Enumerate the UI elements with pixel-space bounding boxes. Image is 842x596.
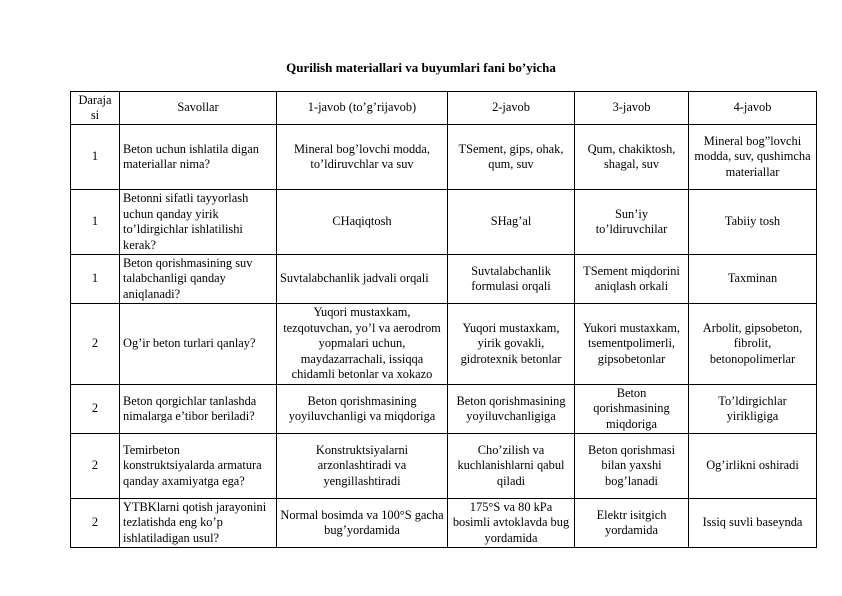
level-cell: 1 xyxy=(71,255,120,304)
answer-3-cell: Beton qorishmasining miqdoriga xyxy=(575,385,689,434)
answer-3-cell: Qum, chakiktosh, shagal, suv xyxy=(575,125,689,190)
answer-3-cell: Sun’iy to’ldiruvchilar xyxy=(575,190,689,255)
table-row xyxy=(71,434,817,499)
answer-1-cell: Normal bosimda va 100°S gacha bug’yordamida xyxy=(277,499,448,548)
table-row xyxy=(71,385,817,434)
table-header-row xyxy=(71,92,817,125)
answer-2-cell: Cho’zilish va kuchlanishlarni qabul qiladi xyxy=(448,434,575,499)
answer-2-cell: TSement, gips, ohak, qum, suv xyxy=(448,125,575,190)
answer-1-cell: Beton qorishmasining yoyiluvchanligi va miqdoriga xyxy=(277,385,448,434)
answer-3-cell: Beton qorishmasi bilan yaxshi bog’lanadi xyxy=(575,434,689,499)
document-title: Qurilish materiallari va buyumlari fani bo’yicha xyxy=(286,60,556,75)
level-cell: 2 xyxy=(71,499,120,548)
answer-1-cell: CHaqiqtosh xyxy=(277,190,448,255)
answer-2-cell: SHag’al xyxy=(448,190,575,255)
question-cell: Beton qorgichlar tanlashda nimalarga e’tibor beriladi? xyxy=(120,385,277,434)
answer-4-cell: Issiq suvli baseynda xyxy=(689,499,817,548)
header-answer-3: 3-javob xyxy=(575,92,689,125)
table-row xyxy=(71,304,817,385)
answer-1-cell: Suvtalabchanlik jadvali orqali xyxy=(277,255,448,304)
answer-2-cell: Yuqori mustaxkam, yirik govakli, gidrotexnik betonlar xyxy=(448,304,575,385)
question-cell: Beton qorishmasining suv talabchanligi qanday aniqlanadi? xyxy=(120,255,277,304)
question-cell: Temirbeton konstruktsiyalarda armatura qanday axamiyatga ega? xyxy=(120,434,277,499)
quiz-table xyxy=(70,91,817,548)
question-cell: Beton uchun ishlatila digan materiallar nima? xyxy=(120,125,277,190)
level-cell: 1 xyxy=(71,190,120,255)
answer-2-cell: 175°S va 80 kPa bosimli avtoklavda bug yordamida xyxy=(448,499,575,548)
header-questions: Savollar xyxy=(120,92,277,125)
answer-4-cell: Og’irlikni oshiradi xyxy=(689,434,817,499)
answer-3-cell: Yukori mustaxkam, tsementpolimerli, gipsobetonlar xyxy=(575,304,689,385)
question-cell: Og’ir beton turlari qanlay? xyxy=(120,304,277,385)
answer-1-cell: Mineral bog’lovchi modda, to’ldiruvchlar va suv xyxy=(277,125,448,190)
answer-2-cell: Suvtalabchanlik formulasi orqali xyxy=(448,255,575,304)
answer-4-cell: Arbolit, gipsobeton, fibrolit, betonopolimerlar xyxy=(689,304,817,385)
answer-4-cell: Taxminan xyxy=(689,255,817,304)
header-level: Daraja si xyxy=(71,92,120,125)
header-answer-4: 4-javob xyxy=(689,92,817,125)
header-answer-1: 1-javob (to’g’rijavob) xyxy=(277,92,448,125)
level-cell: 2 xyxy=(71,385,120,434)
answer-1-cell: Konstruktsiyalarni arzonlashtiradi va yengillashtiradi xyxy=(277,434,448,499)
level-cell: 1 xyxy=(71,125,120,190)
answer-1-cell: Yuqori mustaxkam, tezqotuvchan, yo’l va aerodrom yopmalari uchun, maydazarrachali, issiqqa chidamli betonlar va xokazo xyxy=(277,304,448,385)
answer-3-cell: Elektr isitgich yordamida xyxy=(575,499,689,548)
header-answer-2: 2-javob xyxy=(448,92,575,125)
table-row xyxy=(71,255,817,304)
answer-3-cell: TSement miqdorini aniqlash orkali xyxy=(575,255,689,304)
table-row xyxy=(71,499,817,548)
table-row xyxy=(71,190,817,255)
table-row xyxy=(71,125,817,190)
answer-2-cell: Beton qorishmasining yoyiluvchanligiga xyxy=(448,385,575,434)
answer-4-cell: Tabiiy tosh xyxy=(689,190,817,255)
level-cell: 2 xyxy=(71,434,120,499)
answer-4-cell: To’ldirgichlar yirikligiga xyxy=(689,385,817,434)
question-cell: YTBKlarni qotish jarayonini tezlatishda eng ko’p ishlatiladigan usul? xyxy=(120,499,277,548)
question-cell: Betonni sifatli tayyorlash uchun qanday yirik to’ldirgichlar ishlatilishi kerak? xyxy=(120,190,277,255)
answer-4-cell: Mineral bog”lovchi modda, suv, qushimcha materiallar xyxy=(689,125,817,190)
level-cell: 2 xyxy=(71,304,120,385)
